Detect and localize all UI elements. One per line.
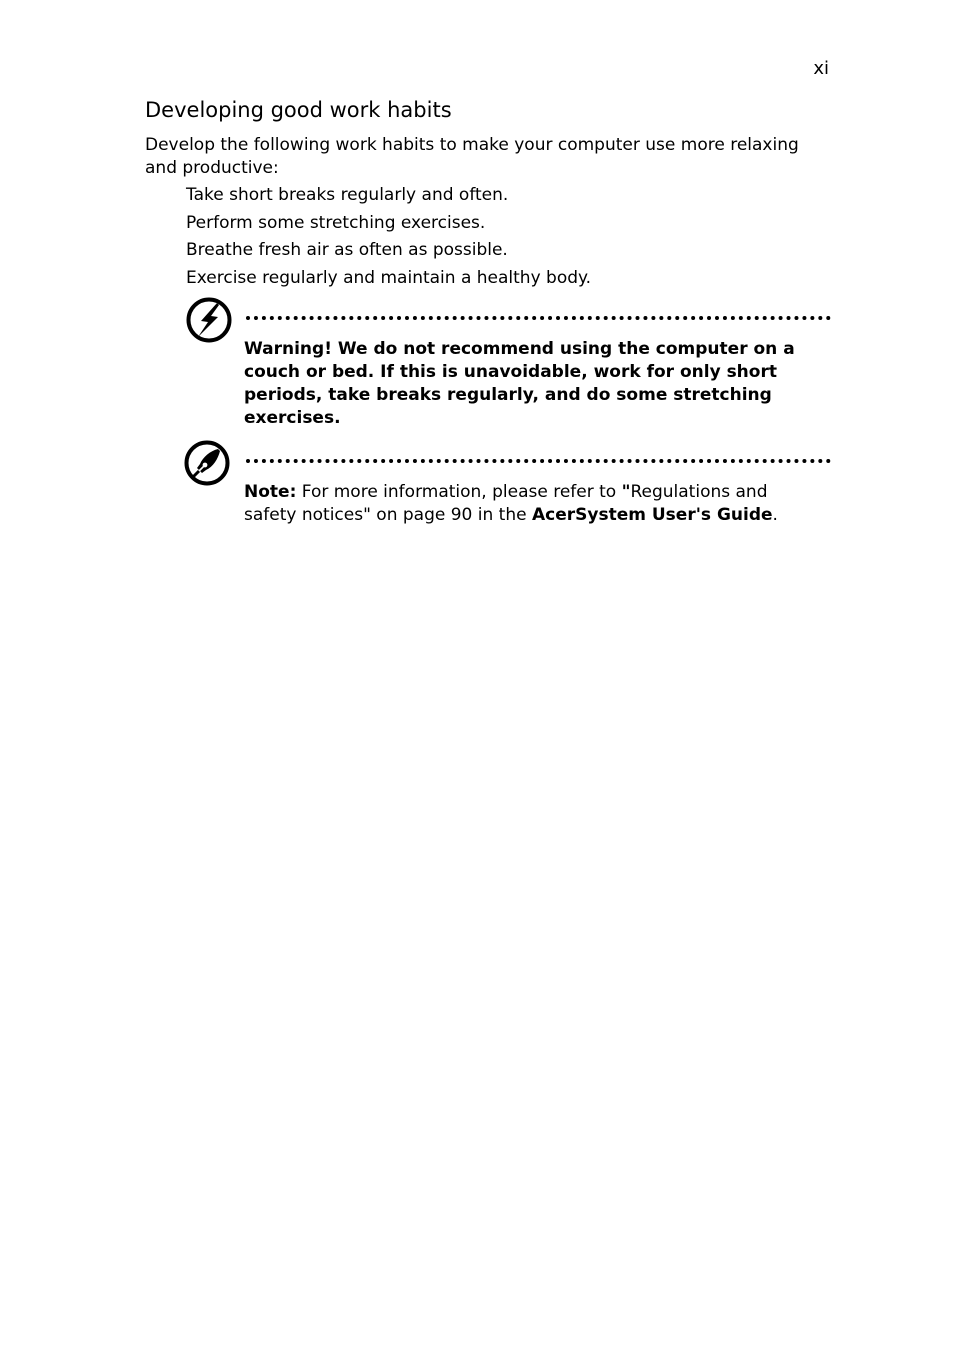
- section-title: Developing good work habits: [145, 98, 452, 122]
- lightning-bolt-icon: [185, 296, 233, 344]
- list-item: Breathe fresh air as often as possible.: [186, 240, 508, 261]
- note-text: [244, 481, 824, 527]
- list-item: Exercise regularly and maintain a healthy body.: [186, 268, 592, 289]
- note-guide-name: AcerSystem User's Guide: [531, 505, 773, 525]
- list-item: Take short breaks regularly and often.: [186, 185, 509, 205]
- note-body: For more information, please refer to: [296, 482, 622, 502]
- list-item: Perform some stretching exercises.: [186, 212, 486, 233]
- note-divider: [246, 459, 831, 463]
- warning-text: Warning! We do not recommend using the computer on a couch or bed. If this is unavoidable, work for only short periods, take breaks regularly, and do some stretching exercises.: [244, 339, 795, 428]
- note-label: Note:: [244, 482, 297, 502]
- note-end: .: [772, 505, 778, 525]
- note-quote-mark: ": [621, 482, 631, 502]
- pen-nib-icon: [183, 439, 231, 487]
- note-reference: Regulations and safety notices" on page 90 in the: [244, 482, 768, 525]
- page-number: xi: [813, 58, 829, 79]
- intro-paragraph: Develop the following work habits to make your computer use more relaxing and productive:: [145, 135, 799, 178]
- habit-list: [186, 184, 591, 295]
- warning-divider: [246, 316, 831, 320]
